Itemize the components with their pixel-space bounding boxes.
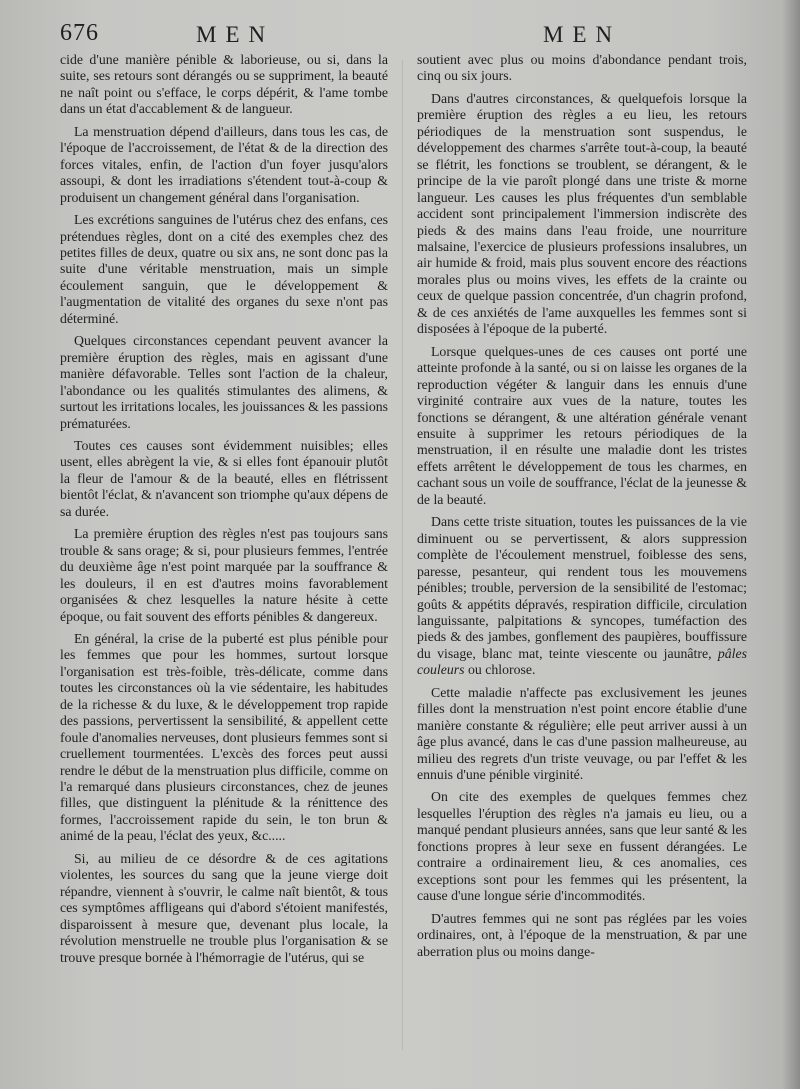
- paragraph: La menstruation dépend d'ailleurs, dans tous les cas, de l'époque de l'accroissement, de l'état & de la direction des forces vitales, enfin, de l'action d'un foyer jusqu'alors assoupi, & dont les irradiations s'étendent tout-à-coup & produisent un changement général dans l'organisation.: [60, 123, 388, 205]
- paragraph: On cite des exemples de quelques femmes chez lesquelles l'éruption des règles n'a jamais eu lieu, ou a manqué pendant plusieurs années, sans que leur santé & les fonctions propres à leur sexe en fussent dérangées. Le contraire a ordinairement lieu, & ces anomalies, ces exceptions sont pour les femmes qui les présentent, la cause d'une longue série d'incommodités.: [417, 789, 747, 904]
- paragraph: Quelques circonstances cependant peuvent avancer la première éruption des règles, mais en agissant d'une manière défavorable. Telles sont l'action de la chaleur, l'abondance ou les qualités stimulantes des alimens, & surtout les irritations locales, les jouissances & les passions prématurées.: [60, 333, 388, 431]
- paragraph-text: Dans cette triste situation, toutes les puissances de la vie diminuent ou se pervertissent, & alors suppression complète de l'écoulement menstruel, foiblesse des sens, paresse, pesanteur, qui rendent tous les mouvemens pénibles; trouble, perversion de la sensibilité de l'estomac; goûts & appétits dépravés, respiration difficile, circulation languissante, palpitations & syncopes, tuméfaction des pieds & des jambes, gonflement des paupières, bouffissure du visage, blanc mat, teinte viescente ou jaunâtre,: [417, 514, 747, 661]
- right-column: [417, 52, 747, 960]
- italic-term: pâles couleurs: [417, 645, 747, 678]
- running-head-right: MEN: [543, 22, 622, 47]
- paragraph: cide d'une manière pénible & laborieuse, ou si, dans la suite, ses retours sont dérangés ou se suppriment, la beauté ne naît point ou s'efface, le corps dépérit, & l'ame tombe dans un état d'accablement & de langueur.: [60, 52, 388, 117]
- paragraph: La première éruption des règles n'est pas toujours sans trouble & sans orage; & si, pour plusieurs femmes, l'entrée du deuxième âge n'est point marquée par la souffrance & les douleurs, il en est d'autres moins favorablement organisées & chez lesquelles la nature hésite à cette époque, ou fait souvent des efforts pénibles & dangereux.: [60, 526, 388, 624]
- paragraph: Cette maladie n'affecte pas exclusivement les jeunes filles dont la menstruation n'est point encore établie d'une manière constante & régulière; elle peut arriver aussi à un âge plus avancé, dans le cas d'une passion malheureuse, au milieu des regrets d'un triste veuvage, ou par l'effet & les ennuis d'une pénible virginité.: [417, 684, 747, 783]
- paragraph: soutient avec plus ou moins d'abondance pendant trois, cinq ou six jours.: [417, 52, 747, 84]
- paragraph: Dans d'autres circonstances, & quelquefois lorsque la première éruption des règles a eu lieu, les retours périodiques de la menstruation sont suspendus, le développement des charmes s'arrête tout-à-coup, la beauté se flétrit, les fonctions se troublent, se dérangent, & le principe de la vie paroît plongé dans une triste & morne langueur. Les causes les plus fréquentes d'un semblable accident sont principalement l'immersion indiscrète des pieds & des mains dans l'eau froide, une nourriture malsaine, l'exercice de plusieurs professions insalubres, un air humide & froid, mais plus souvent encore des réactions morales plus ou moins vives, les effets de la crainte ou ceux de quelque passion concentrée, d'un chagrin profond, & de ces anxiétés de l'ame auxquelles les femmes sont si disposées à l'époque de la puberté.: [417, 90, 747, 337]
- running-head-left: MEN: [196, 22, 275, 47]
- paragraph-text: ou chlorose.: [467, 662, 536, 678]
- left-column: [60, 52, 388, 966]
- paragraph: D'autres femmes qui ne sont pas réglées par les voies ordinaires, ont, à l'époque de la menstruation, & par une aberration plus ou moins dange-: [417, 910, 747, 959]
- paragraph: Les excrétions sanguines de l'utérus chez des enfans, ces prétendues règles, dont on a cité des exemples chez des petites filles de deux, quatre ou six ans, ne sont donc pas la suite d'une véritable menstruation, mais un simple écoulement sanguin, que le développement & l'augmentation de vitalité des organes du sexe n'ont pas déterminé.: [60, 212, 388, 326]
- paragraph: [417, 514, 747, 679]
- page-edge-shadow: [782, 0, 800, 1089]
- page-number: 676: [60, 20, 99, 46]
- paragraph: Lorsque quelques-unes de ces causes ont porté une atteinte profonde à la santé, ou si on laisse les organes de la reproduction végéter & languir dans les ennuis d'une virginité contraire aux vues de la nature, toutes les fonctions se dérangent, & une altération générale venant ensuite à supprimer les retours périodiques de la menstruation, il en résulte une maladie dont les tristes effets arrêtent le développement de tous les charmes, en cachant sous un voile de souffrance, l'éclat de la jeunesse & de la beauté.: [417, 343, 747, 507]
- column-gutter: [402, 60, 403, 1050]
- paragraph: Toutes ces causes sont évidemment nuisibles; elles usent, elles abrègent la vie, & si elles font épanouir plutôt la fleur de l'amour & de la beauté, elles en flétrissent bientôt l'éclat, & n'avancent son triomphe qu'aux dépens de sa durée.: [60, 437, 388, 519]
- paragraph: En général, la crise de la puberté est plus pénible pour les femmes que pour les hommes, surtout lorsque l'organisation est très-foible, très-délicate, comme dans toutes les circonstances où la vie sédentaire, les habitudes de la richesse & du luxe, & le développement trop rapide des passions, pervertissent la sensibilité, & appellent cette foule d'anomalies nerveuses, dont plusieurs femmes sont si cruellement tourmentées. L'excès des forces peut aussi rendre le début de la menstruation plus difficile, comme on l'a remarqué dans plusieurs circonstances, chez de jeunes filles, que distinguent la plénitude & la rénittence des formes, l'accroissement rapide du sein, le ton brun & animé de la peau, l'éclat des yeux, &c.....: [60, 630, 388, 844]
- paragraph: Si, au milieu de ce désordre & de ces agitations violentes, les sources du sang que la jeune vierge doit répandre, viennent à s'ouvrir, le calme naît bientôt, & tous ces symptômes affligeans qui d'abord s'étoient manifestés, disparoissent à mesure que, devenant plus locale, la révolution menstruelle ne trouble plus l'organisation & se trouve presque bornée à l'hémorragie de l'utérus, qui se: [60, 850, 388, 965]
